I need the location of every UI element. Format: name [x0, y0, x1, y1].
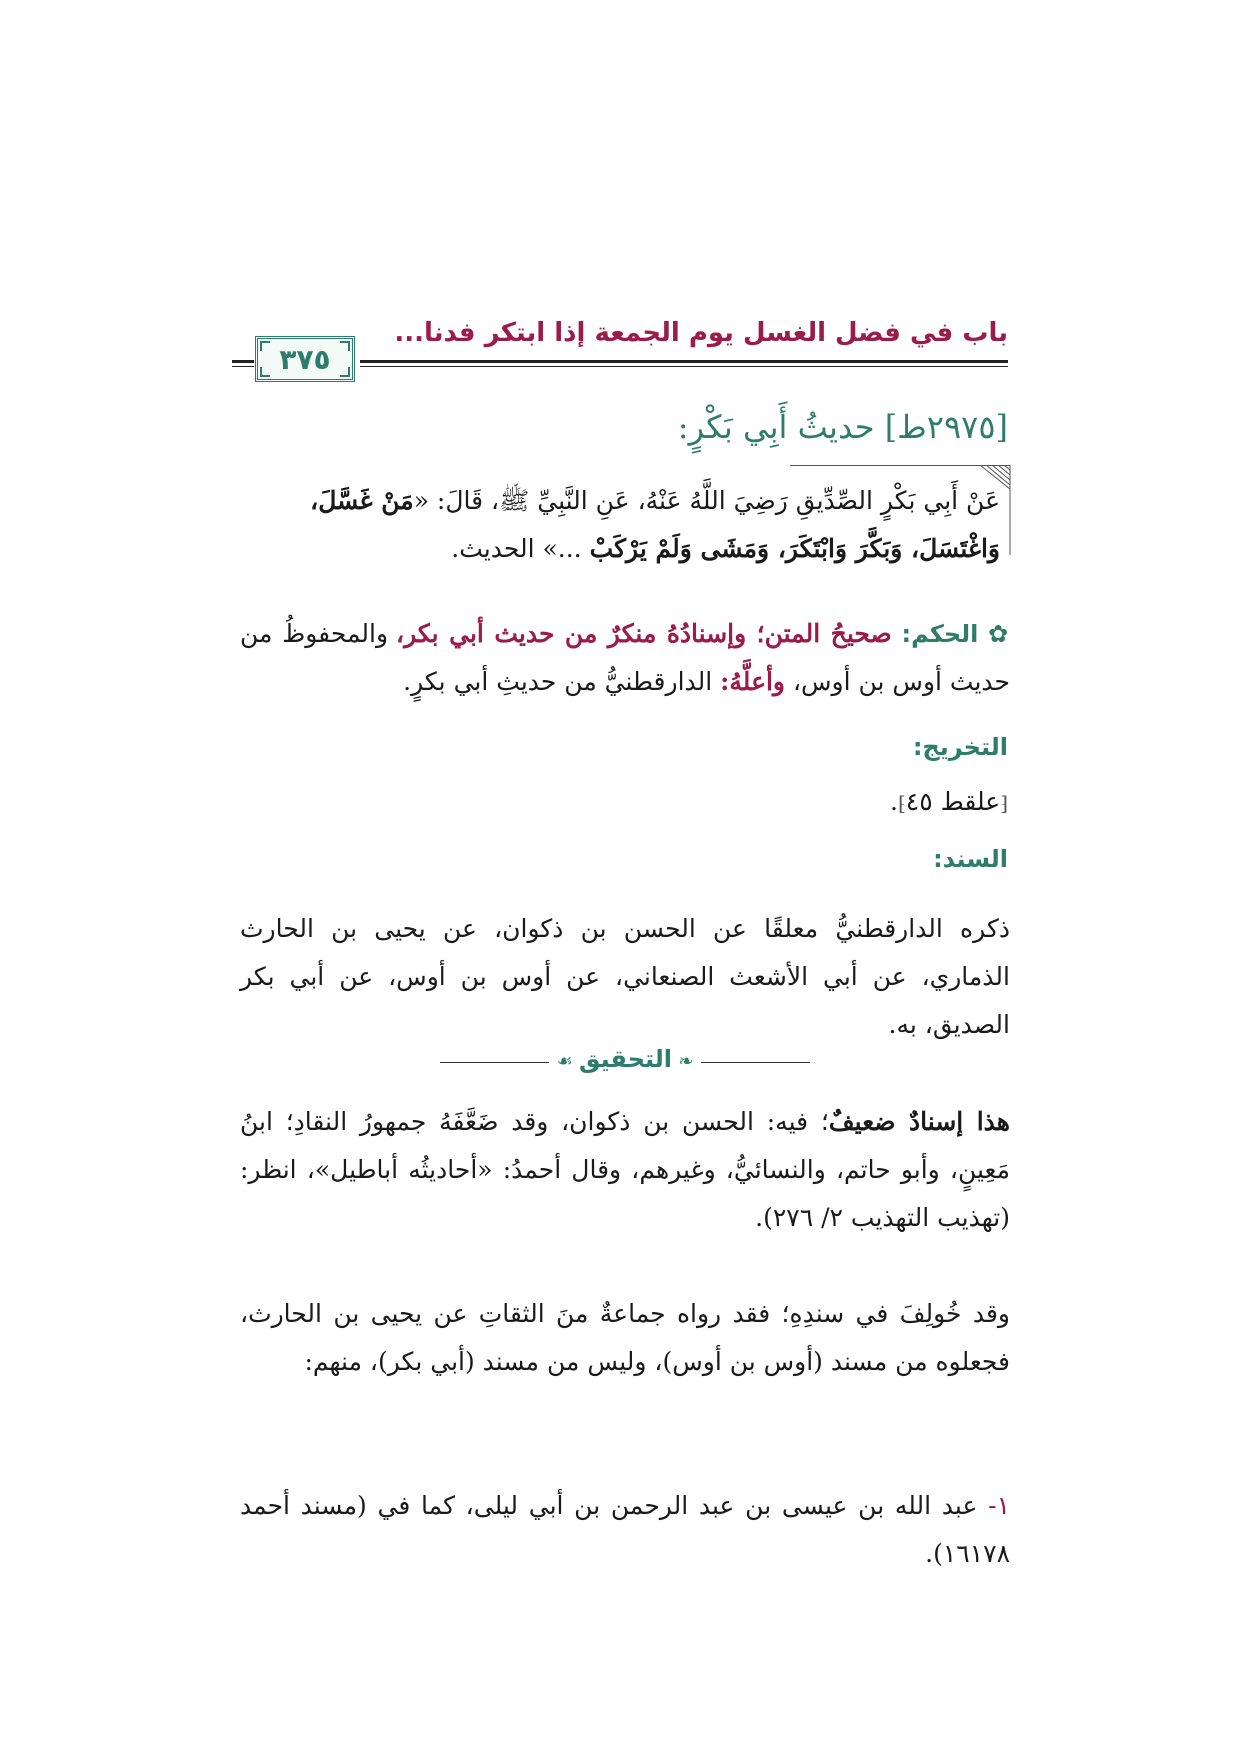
tahqiq-heading: التحقيق	[579, 1045, 673, 1073]
bracket-close-icon: ⁆	[897, 791, 906, 815]
ruling-text-1: والمحفوظُ من حديث أوس بن أوس،	[240, 619, 1010, 696]
sanad-text: ذكره الدارقطنيُّ معلقًا عن الحسن بن ذكوان، عن يحيى بن الحارث الذماري، عن أبي الأشعث الصنعاني، عن أوس بن أوس، عن أبي بكر الصديق، به.	[240, 914, 1010, 1039]
takhrij-ref: ⁅علقط ٤٥⁆.	[890, 787, 1008, 816]
list-number: ١-	[988, 1491, 1010, 1520]
header-rule-thin	[360, 366, 1008, 367]
hadith-text-2: ...» الحديث.	[451, 534, 590, 563]
page-number: ٣٧٥	[279, 342, 331, 376]
ruling-paragraph	[240, 610, 1010, 706]
page-number-badge	[255, 336, 355, 382]
header-rule	[360, 360, 1008, 363]
ruling-red-label-2: وأعلَّهُ:	[720, 667, 785, 696]
bracket-open-icon: ⁅	[1000, 791, 1008, 815]
hadith-text	[240, 477, 1000, 573]
ruling-label: الحكم:	[901, 620, 979, 648]
sanad-heading: السند:	[933, 845, 1008, 873]
list-item-text: عبد الله بن عيسى بن عبد الرحمن بن أبي ليلى، كما في (مسند أحمد ١٦١٧٨).	[240, 1491, 1010, 1568]
ruling-red-text: صحيحُ المتن؛ وإسنادُهُ منكرٌ من حديث أبي بكر،	[396, 619, 892, 648]
tahqiq-list-item-1	[240, 1482, 1010, 1578]
takhrij-ref-text: علقط ٤٥	[905, 787, 1001, 816]
ornament-icon: ❧	[672, 1051, 694, 1072]
flower-icon: ✿	[988, 620, 1011, 648]
hadith-block	[240, 465, 1010, 575]
ruling-text-2: الدارقطنيُّ من حديثِ أبي بكرٍ.	[403, 667, 721, 696]
chapter-title: باب في فضل الغسل يوم الجمعة إذا ابتكر فدنا...	[394, 318, 1008, 348]
header-rule-left	[232, 360, 254, 363]
ornament-icon: ☙	[556, 1051, 579, 1072]
section-heading: [٢٩٧٥ط] حديثُ أَبِي بَكْرٍ:	[677, 408, 1008, 446]
hadith-text-bold: مَنْ غَسَّلَ، وَاغْتَسَلَ، وَبَكَّرَ وَابْتَكَرَ، وَمَشَى وَلَمْ يَرْكَبْ	[310, 486, 1000, 563]
tahqiq-paragraph-1	[240, 1098, 1010, 1242]
takhrij-heading: التخريج:	[912, 733, 1008, 761]
header-rule-left-thin	[232, 366, 254, 367]
hadith-text-1: عَنْ أَبِي بَكْرٍ الصِّدِّيقِ رَضِيَ اللَّهُ عَنْهُ، عَنِ النَّبِيِّ ﷺ، قَالَ: «	[413, 486, 1000, 515]
tahqiq-bold: هذا إسنادٌ ضعيفٌ	[828, 1107, 1010, 1136]
tahqiq-heading-wrap	[440, 1045, 810, 1073]
tahqiq-paragraph-2: وقد خُولِفَ في سندِهِ؛ فقد رواه جماعةٌ منَ الثقاتِ عن يحيى بن الحارث، فجعلوه من مسند (أوس بن أوس)، وليس من مسند (أبي بكر)، منهم:	[240, 1299, 1010, 1376]
tahqiq-p1-text: ؛ فيه: الحسن بن ذكوان، وقد ضَعَّفَهُ جمهورُ النقادِ؛ ابنُ مَعِينٍ، وأبو حاتم، والنسائيُّ، وغيرهم، وقال أحمدُ: «أحاديثُه أباطيل»، انظر: (تهذيب التهذيب ٢/ ٢٧٦).	[240, 1107, 1010, 1232]
tahqiq-divider	[440, 1047, 810, 1077]
